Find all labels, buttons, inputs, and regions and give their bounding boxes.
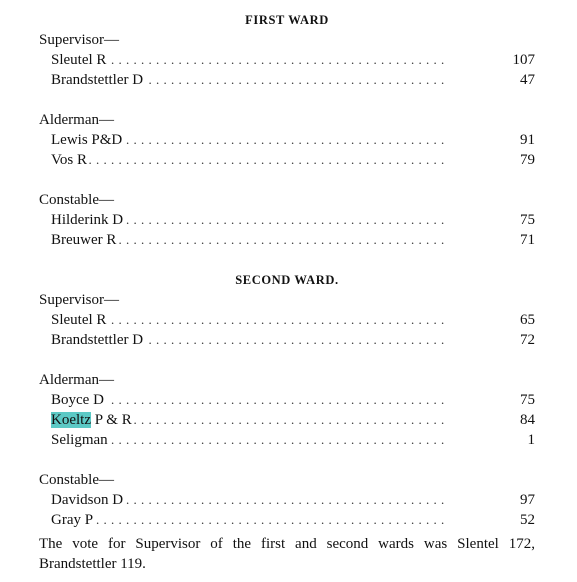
vote-count: 97 bbox=[520, 492, 535, 508]
candidate-row bbox=[39, 130, 535, 150]
candidate-row bbox=[39, 70, 535, 90]
vote-count: 1 bbox=[527, 432, 535, 448]
office-label-supervisor: Supervisor— bbox=[39, 292, 119, 308]
candidate-name: Vos R bbox=[51, 152, 87, 168]
candidate-name: Brandstettler D bbox=[51, 332, 144, 348]
candidate-row bbox=[39, 310, 535, 330]
candidate-name: Davidson D bbox=[51, 492, 124, 508]
vote-count: 72 bbox=[520, 332, 535, 348]
dot-leader bbox=[51, 390, 449, 410]
first-ward-heading: FIRST WARD bbox=[245, 13, 329, 27]
candidate-name: Hilderink D bbox=[51, 212, 124, 228]
dot-leader bbox=[51, 310, 449, 330]
spacer bbox=[39, 90, 535, 110]
candidate-row bbox=[39, 150, 535, 170]
dot-leader bbox=[51, 510, 449, 530]
candidate-row bbox=[39, 510, 535, 530]
search-highlight: Koeltz bbox=[51, 412, 91, 428]
office-label-alderman: Alderman— bbox=[39, 112, 114, 128]
office-label-supervisor: Supervisor— bbox=[39, 32, 119, 48]
dot-leader bbox=[51, 430, 449, 450]
candidate-row bbox=[39, 330, 535, 350]
candidate-name: Gray P bbox=[51, 512, 94, 528]
dot-leader bbox=[51, 50, 449, 70]
candidate-row bbox=[39, 50, 535, 70]
dot-leader bbox=[51, 150, 449, 170]
candidate-row bbox=[39, 230, 535, 250]
candidate-name: Brandstettler D bbox=[51, 72, 144, 88]
candidate-row bbox=[39, 430, 535, 450]
election-results-page bbox=[39, 10, 535, 574]
candidate-name: Boyce D bbox=[51, 392, 104, 408]
vote-count: 107 bbox=[512, 52, 535, 68]
candidate-name: Breuwer R bbox=[51, 232, 117, 248]
candidate-row bbox=[39, 390, 535, 410]
office-label-constable: Constable— bbox=[39, 472, 114, 488]
spacer bbox=[39, 450, 535, 470]
spacer bbox=[39, 170, 535, 190]
candidate-row bbox=[39, 210, 535, 230]
candidate-name: Lewis P&D bbox=[51, 132, 123, 148]
candidate-name-rest: P & R bbox=[90, 412, 132, 428]
candidate-name: Sleutel R bbox=[51, 312, 107, 328]
vote-count: 65 bbox=[520, 312, 535, 328]
vote-count: 79 bbox=[520, 152, 535, 168]
office-label-alderman: Alderman— bbox=[39, 372, 114, 388]
vote-count: 52 bbox=[520, 512, 535, 528]
spacer bbox=[39, 250, 535, 270]
vote-count: 75 bbox=[520, 212, 535, 228]
summary-paragraph: The vote for Supervisor of the first and second wards was Slentel 172, Brandstettler 119. bbox=[39, 536, 535, 572]
candidate-row bbox=[39, 490, 535, 510]
vote-count: 84 bbox=[520, 412, 535, 428]
candidate-row bbox=[39, 410, 535, 430]
candidate-name: Sleutel R bbox=[51, 52, 107, 68]
second-ward-heading: SECOND WARD. bbox=[235, 273, 339, 287]
candidate-name bbox=[51, 412, 134, 428]
vote-count: 75 bbox=[520, 392, 535, 408]
vote-count: 91 bbox=[520, 132, 535, 148]
vote-count: 47 bbox=[520, 72, 535, 88]
office-label-constable: Constable— bbox=[39, 192, 114, 208]
candidate-name: Seligman bbox=[51, 432, 108, 448]
vote-count: 71 bbox=[520, 232, 535, 248]
spacer bbox=[39, 350, 535, 370]
